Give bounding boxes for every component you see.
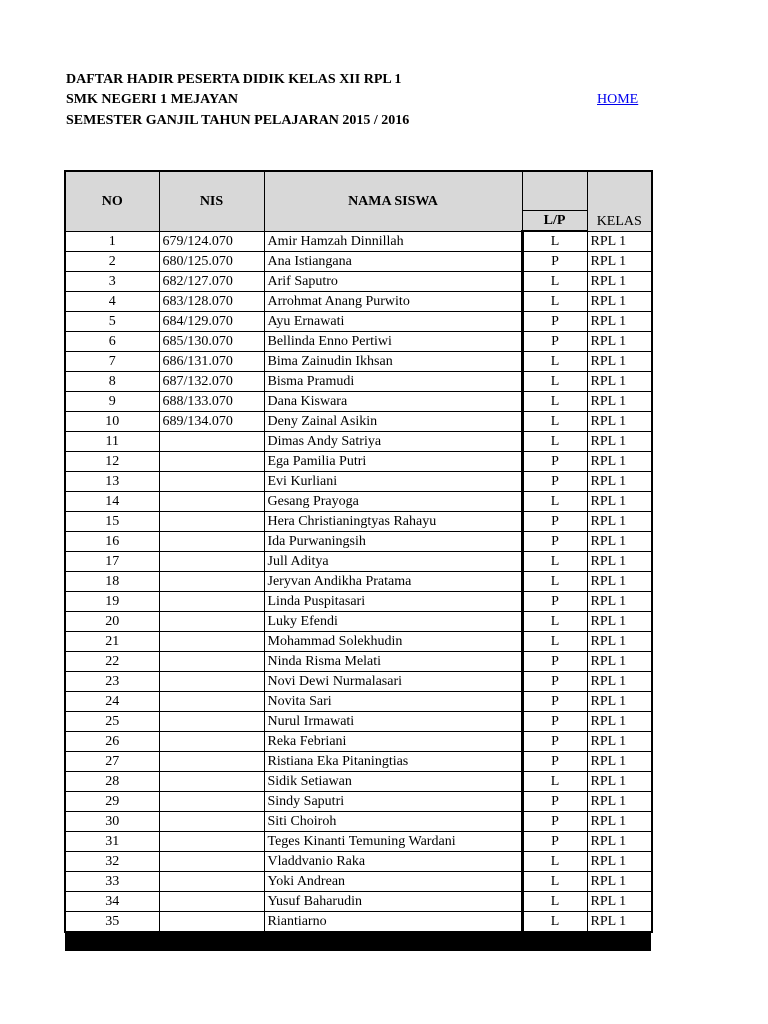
- cell-lp: L: [522, 372, 587, 392]
- cell-kelas: RPL 1: [587, 552, 652, 572]
- cell-kelas: RPL 1: [587, 231, 652, 252]
- table-row: [65, 672, 652, 692]
- cell-nama: Jeryvan Andikha Pratama: [264, 572, 522, 592]
- table-row: [65, 852, 652, 872]
- cell-nis: [159, 712, 264, 732]
- cell-no: 14: [65, 492, 159, 512]
- cell-no: 28: [65, 772, 159, 792]
- cell-no: 13: [65, 472, 159, 492]
- cell-nama: Bima Zainudin Ikhsan: [264, 352, 522, 372]
- cell-lp: P: [522, 652, 587, 672]
- cell-nama: Bellinda Enno Pertiwi: [264, 332, 522, 352]
- cell-lp: P: [522, 812, 587, 832]
- cell-nama: Hera Christianingtyas Rahayu: [264, 512, 522, 532]
- cell-kelas: RPL 1: [587, 672, 652, 692]
- cell-no: 24: [65, 692, 159, 712]
- table-row: [65, 612, 652, 632]
- table-row: [65, 732, 652, 752]
- table-row: [65, 652, 652, 672]
- cell-kelas: RPL 1: [587, 732, 652, 752]
- cell-nama: Novita Sari: [264, 692, 522, 712]
- table-row: [65, 492, 652, 512]
- cell-kelas: RPL 1: [587, 372, 652, 392]
- cell-nama: Sindy Saputri: [264, 792, 522, 812]
- cell-kelas: RPL 1: [587, 452, 652, 472]
- cell-lp: L: [522, 292, 587, 312]
- cell-nis: [159, 572, 264, 592]
- cell-lp: L: [522, 432, 587, 452]
- cell-lp: P: [522, 252, 587, 272]
- cell-lp: P: [522, 332, 587, 352]
- cell-nama: Arrohmat Anang Purwito: [264, 292, 522, 312]
- cell-nama: Mohammad Solekhudin: [264, 632, 522, 652]
- cell-lp: L: [522, 612, 587, 632]
- school-name: SMK NEGERI 1 MEJAYAN: [66, 92, 239, 107]
- table-row: [65, 392, 652, 412]
- cell-kelas: RPL 1: [587, 492, 652, 512]
- cell-nama: Linda Puspitasari: [264, 592, 522, 612]
- cell-nis: [159, 552, 264, 572]
- cell-kelas: RPL 1: [587, 512, 652, 532]
- cell-kelas: RPL 1: [587, 772, 652, 792]
- table-row: [65, 272, 652, 292]
- table-row: [65, 572, 652, 592]
- cell-lp: L: [522, 852, 587, 872]
- cell-kelas: RPL 1: [587, 412, 652, 432]
- cell-nis: [159, 812, 264, 832]
- table-row: [65, 592, 652, 612]
- cell-kelas: RPL 1: [587, 312, 652, 332]
- cell-lp: P: [522, 692, 587, 712]
- cell-nama: Ida Purwaningsih: [264, 532, 522, 552]
- table-row: [65, 872, 652, 892]
- col-header-nis: NIS: [159, 171, 264, 231]
- cell-nama: Yusuf Baharudin: [264, 892, 522, 912]
- table-row: [65, 352, 652, 372]
- table-row: [65, 292, 652, 312]
- cell-no: 27: [65, 752, 159, 772]
- table-row: [65, 252, 652, 272]
- cell-nis: [159, 472, 264, 492]
- cell-lp: L: [522, 352, 587, 372]
- cell-no: 30: [65, 812, 159, 832]
- cell-nama: Sidik Setiawan: [264, 772, 522, 792]
- table-row: [65, 512, 652, 532]
- table-row: [65, 332, 652, 352]
- cell-nis: 688/133.070: [159, 392, 264, 412]
- cell-nama: Vladdvanio Raka: [264, 852, 522, 872]
- cell-lp: L: [522, 231, 587, 252]
- table-row: [65, 452, 652, 472]
- table-body: [65, 231, 652, 932]
- cell-kelas: RPL 1: [587, 892, 652, 912]
- cell-no: 9: [65, 392, 159, 412]
- cell-nis: 685/130.070: [159, 332, 264, 352]
- cell-kelas: RPL 1: [587, 752, 652, 772]
- cell-no: 7: [65, 352, 159, 372]
- table-row: [65, 412, 652, 432]
- cell-no: 32: [65, 852, 159, 872]
- cell-nis: [159, 452, 264, 472]
- cell-no: 1: [65, 231, 159, 252]
- cell-kelas: RPL 1: [587, 472, 652, 492]
- cell-lp: L: [522, 632, 587, 652]
- cell-lp: L: [522, 892, 587, 912]
- cell-nama: Siti Choiroh: [264, 812, 522, 832]
- cell-lp: L: [522, 912, 587, 933]
- col-header-nama: NAMA SISWA: [264, 171, 522, 231]
- cell-no: 33: [65, 872, 159, 892]
- cell-kelas: RPL 1: [587, 812, 652, 832]
- cell-nama: Bisma Pramudi: [264, 372, 522, 392]
- cell-nis: 679/124.070: [159, 231, 264, 252]
- cell-nis: [159, 872, 264, 892]
- cell-nis: [159, 432, 264, 452]
- attendance-table: [64, 170, 653, 933]
- cell-nis: [159, 852, 264, 872]
- cell-lp: P: [522, 792, 587, 812]
- cell-nis: 689/134.070: [159, 412, 264, 432]
- cell-nis: [159, 752, 264, 772]
- cell-nis: [159, 772, 264, 792]
- cell-no: 35: [65, 912, 159, 933]
- document-title: DAFTAR HADIR PESERTA DIDIK KELAS XII RPL 1: [66, 72, 402, 87]
- table-row: [65, 792, 652, 812]
- table-footer-bar: [65, 932, 651, 951]
- cell-lp: P: [522, 672, 587, 692]
- cell-nis: [159, 672, 264, 692]
- cell-nama: Luky Efendi: [264, 612, 522, 632]
- table-row: [65, 832, 652, 852]
- cell-no: 15: [65, 512, 159, 532]
- cell-lp: L: [522, 272, 587, 292]
- cell-no: 2: [65, 252, 159, 272]
- table-row: [65, 472, 652, 492]
- cell-nama: Jull Aditya: [264, 552, 522, 572]
- cell-no: 22: [65, 652, 159, 672]
- cell-no: 19: [65, 592, 159, 612]
- cell-lp: L: [522, 872, 587, 892]
- cell-no: 25: [65, 712, 159, 732]
- cell-kelas: RPL 1: [587, 712, 652, 732]
- table-row: [65, 632, 652, 652]
- table-row: [65, 231, 652, 252]
- cell-nis: [159, 512, 264, 532]
- cell-nama: Gesang Prayoga: [264, 492, 522, 512]
- cell-kelas: RPL 1: [587, 652, 652, 672]
- cell-no: 20: [65, 612, 159, 632]
- cell-no: 8: [65, 372, 159, 392]
- cell-lp: P: [522, 592, 587, 612]
- cell-no: 21: [65, 632, 159, 652]
- cell-nis: [159, 792, 264, 812]
- cell-lp: L: [522, 492, 587, 512]
- cell-nis: [159, 492, 264, 512]
- cell-lp: P: [522, 752, 587, 772]
- cell-no: 6: [65, 332, 159, 352]
- cell-nis: [159, 732, 264, 752]
- cell-nis: 684/129.070: [159, 312, 264, 332]
- cell-no: 26: [65, 732, 159, 752]
- table-row: [65, 752, 652, 772]
- cell-no: 16: [65, 532, 159, 552]
- cell-nama: Ayu Ernawati: [264, 312, 522, 332]
- cell-nis: [159, 912, 264, 933]
- table-header: [65, 171, 652, 231]
- cell-no: 17: [65, 552, 159, 572]
- cell-no: 4: [65, 292, 159, 312]
- cell-lp: L: [522, 392, 587, 412]
- cell-kelas: RPL 1: [587, 792, 652, 812]
- cell-lp: P: [522, 732, 587, 752]
- table-row: [65, 312, 652, 332]
- cell-nis: [159, 892, 264, 912]
- cell-no: 3: [65, 272, 159, 292]
- cell-nama: Amir Hamzah Dinnillah: [264, 231, 522, 252]
- cell-kelas: RPL 1: [587, 612, 652, 632]
- table-row: [65, 712, 652, 732]
- cell-nis: [159, 592, 264, 612]
- col-header-no: NO: [65, 171, 159, 231]
- cell-nama: Dimas Andy Satriya: [264, 432, 522, 452]
- table-row: [65, 532, 652, 552]
- cell-lp: P: [522, 712, 587, 732]
- cell-kelas: RPL 1: [587, 352, 652, 372]
- cell-kelas: RPL 1: [587, 852, 652, 872]
- cell-nama: Deny Zainal Asikin: [264, 412, 522, 432]
- cell-kelas: RPL 1: [587, 252, 652, 272]
- cell-lp: L: [522, 772, 587, 792]
- cell-nis: [159, 652, 264, 672]
- cell-kelas: RPL 1: [587, 692, 652, 712]
- cell-kelas: RPL 1: [587, 532, 652, 552]
- cell-nama: Dana Kiswara: [264, 392, 522, 412]
- cell-nama: Teges Kinanti Temuning Wardani: [264, 832, 522, 852]
- cell-no: 11: [65, 432, 159, 452]
- cell-kelas: RPL 1: [587, 332, 652, 352]
- cell-lp: L: [522, 412, 587, 432]
- cell-nama: Ana Istiangana: [264, 252, 522, 272]
- table-row: [65, 552, 652, 572]
- table-row: [65, 912, 652, 933]
- cell-kelas: RPL 1: [587, 912, 652, 933]
- cell-no: 34: [65, 892, 159, 912]
- cell-nis: [159, 612, 264, 632]
- table-row: [65, 692, 652, 712]
- cell-kelas: RPL 1: [587, 392, 652, 412]
- cell-nama: Ristiana Eka Pitaningtias: [264, 752, 522, 772]
- cell-no: 12: [65, 452, 159, 472]
- cell-nis: [159, 632, 264, 652]
- cell-no: 18: [65, 572, 159, 592]
- table-row: [65, 812, 652, 832]
- cell-nis: [159, 532, 264, 552]
- cell-nama: Riantiarno: [264, 912, 522, 933]
- cell-lp: L: [522, 552, 587, 572]
- cell-no: 5: [65, 312, 159, 332]
- cell-kelas: RPL 1: [587, 292, 652, 312]
- cell-nama: Ega Pamilia Putri: [264, 452, 522, 472]
- cell-lp: P: [522, 472, 587, 492]
- cell-nama: Nurul Irmawati: [264, 712, 522, 732]
- home-link[interactable]: HOME: [597, 92, 639, 107]
- col-header-lp-spacer: [522, 171, 587, 211]
- cell-lp: P: [522, 832, 587, 852]
- cell-kelas: RPL 1: [587, 832, 652, 852]
- cell-nama: Ninda Risma Melati: [264, 652, 522, 672]
- table-row: [65, 772, 652, 792]
- cell-no: 31: [65, 832, 159, 852]
- table-row: [65, 892, 652, 912]
- cell-nama: Yoki Andrean: [264, 872, 522, 892]
- table-row: [65, 432, 652, 452]
- cell-no: 29: [65, 792, 159, 812]
- cell-nis: 680/125.070: [159, 252, 264, 272]
- cell-kelas: RPL 1: [587, 632, 652, 652]
- cell-nama: Novi Dewi Nurmalasari: [264, 672, 522, 692]
- cell-nis: 687/132.070: [159, 372, 264, 392]
- col-header-kelas: KELAS: [587, 171, 652, 231]
- cell-lp: P: [522, 312, 587, 332]
- semester-info: SEMESTER GANJIL TAHUN PELAJARAN 2015 / 2016: [66, 113, 410, 128]
- cell-kelas: RPL 1: [587, 432, 652, 452]
- cell-nis: [159, 832, 264, 852]
- cell-nis: 682/127.070: [159, 272, 264, 292]
- cell-lp: P: [522, 452, 587, 472]
- col-header-lp: L/P: [522, 211, 587, 232]
- cell-lp: P: [522, 512, 587, 532]
- cell-nis: 686/131.070: [159, 352, 264, 372]
- cell-kelas: RPL 1: [587, 872, 652, 892]
- cell-nis: 683/128.070: [159, 292, 264, 312]
- cell-nama: Evi Kurliani: [264, 472, 522, 492]
- cell-nama: Reka Febriani: [264, 732, 522, 752]
- cell-kelas: RPL 1: [587, 592, 652, 612]
- cell-kelas: RPL 1: [587, 272, 652, 292]
- cell-lp: P: [522, 532, 587, 552]
- cell-lp: L: [522, 572, 587, 592]
- cell-nama: Arif Saputro: [264, 272, 522, 292]
- cell-nis: [159, 692, 264, 712]
- cell-kelas: RPL 1: [587, 572, 652, 592]
- table-row: [65, 372, 652, 392]
- cell-no: 10: [65, 412, 159, 432]
- cell-no: 23: [65, 672, 159, 692]
